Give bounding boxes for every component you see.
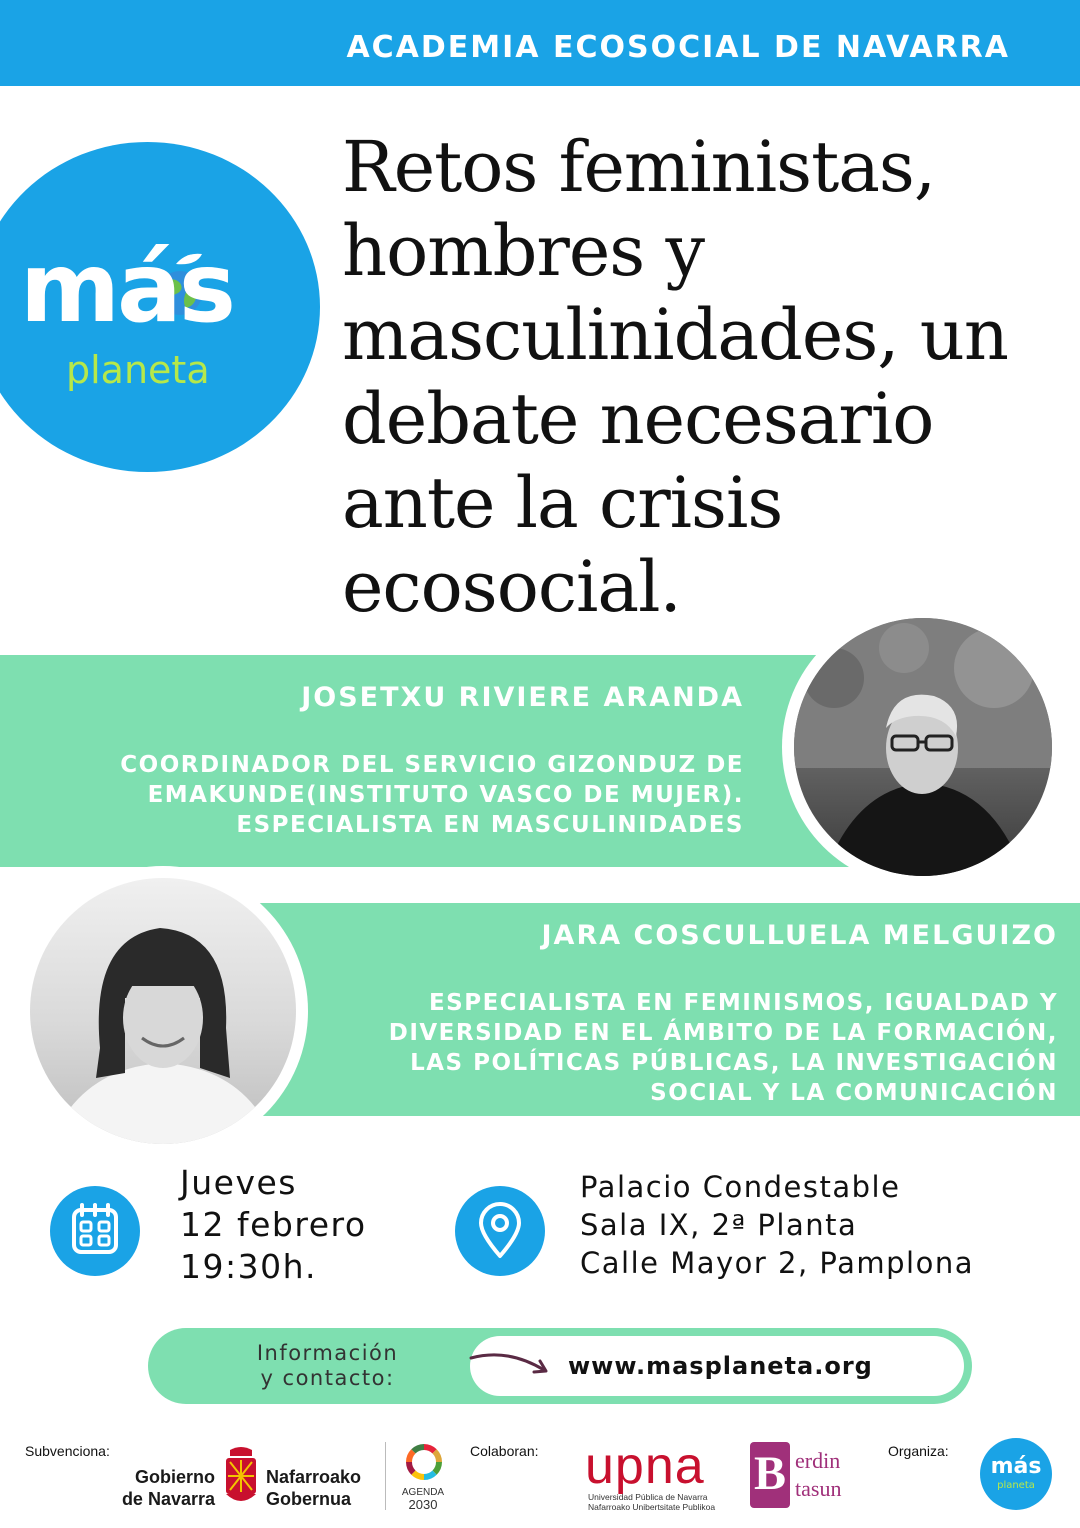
location-glyph	[455, 1186, 545, 1276]
navarra-shield-icon	[222, 1446, 260, 1508]
berdin-line: tasun	[795, 1476, 842, 1501]
speaker-1-photo	[782, 606, 1064, 888]
nafarroako-gobernua-text	[266, 1466, 361, 1510]
location-line: Sala IX, 2ª Planta	[580, 1208, 858, 1242]
header-title: ACADEMIA ECOSOCIAL DE NAVARRA	[346, 30, 1010, 65]
subvenciona-label: Subvenciona:	[25, 1443, 110, 1459]
speaker-2-portrait	[30, 878, 296, 1144]
gobierno-line: de Navarra	[121, 1489, 215, 1509]
contact-label-line: y contacto:	[260, 1366, 395, 1390]
colaboran-label: Colaboran:	[470, 1443, 539, 1459]
website-link[interactable]: www.masplaneta.org	[568, 1352, 873, 1380]
location-pin-icon	[455, 1186, 545, 1276]
speaker-2-role-line: SOCIAL Y LA COMUNICACIÓN	[650, 1080, 1058, 1106]
berdin-line: erdin	[795, 1448, 841, 1473]
organiza-label: Organiza:	[888, 1443, 949, 1459]
upna-logo-word: upna	[585, 1437, 705, 1495]
contact-label-line: Información	[256, 1341, 399, 1365]
speaker-1-role-line: COORDINADOR DEL SERVICIO GIZONDUZ DE	[120, 752, 744, 778]
mini-logo-brand-word: más	[990, 1454, 1042, 1479]
calendar-glyph	[50, 1186, 140, 1276]
footer-divider	[385, 1442, 386, 1510]
curved-arrow-icon	[468, 1350, 552, 1380]
event-location	[580, 1168, 974, 1282]
logo-brand-word: más	[20, 232, 233, 344]
contact-label	[230, 1341, 425, 1391]
event-day: Jueves	[180, 1163, 297, 1202]
speaker-2-name: JARA COSCULLUELA MELGUIZO	[541, 920, 1058, 951]
speaker-1-portrait	[794, 618, 1052, 876]
upna-sub-line: Nafarroako Unibertsitate Publikoa	[588, 1502, 716, 1512]
mini-logo-brand-sub: planeta	[997, 1480, 1035, 1491]
gobierno-line: Gobierno	[135, 1467, 215, 1487]
gobierno-navarra-text	[95, 1466, 215, 1510]
location-line: Calle Mayor 2, Pamplona	[580, 1246, 974, 1280]
speaker-2-photo	[18, 866, 308, 1156]
speaker-2-role-line: LAS POLÍTICAS PÚBLICAS, LA INVESTIGACIÓN	[410, 1050, 1058, 1076]
location-line: Palacio Condestable	[580, 1170, 901, 1204]
speaker-2-role-line: DIVERSIDAD EN EL ÁMBITO DE LA FORMACIÓN,	[388, 1020, 1058, 1046]
upna-sub-line: Universidad Pública de Navarra	[588, 1492, 708, 1502]
event-date	[180, 1162, 367, 1288]
speaker-1-role-line: EMAKUNDE(INSTITUTO VASCO DE MUJER).	[147, 782, 744, 808]
gobernua-line: Gobernua	[266, 1489, 352, 1509]
speaker-2-role	[298, 988, 1058, 1108]
speaker-1-role-line: ESPECIALISTA EN MASCULINIDADES	[236, 812, 744, 838]
agenda-line: AGENDA	[401, 1487, 445, 1498]
speaker-1-role	[24, 750, 744, 840]
berdintasun-logo-text	[795, 1447, 841, 1503]
berdintasun-logo-mark: B	[750, 1442, 790, 1508]
agenda-line: 2030	[408, 1497, 438, 1512]
upna-subtitle	[588, 1492, 715, 1512]
calendar-icon	[50, 1186, 140, 1276]
speaker-1-name: JOSETXU RIVIERE ARANDA	[301, 682, 744, 713]
event-title: Retos feministas, hombres y masculinidades, un debate necesario ante la crisis ecosocial.	[342, 126, 1008, 628]
event-time: 19:30h.	[180, 1247, 318, 1286]
event-date-text: 12 febrero	[180, 1205, 367, 1244]
speaker-2-role-line: ESPECIALISTA EN FEMINISMOS, IGUALDAD Y	[428, 990, 1058, 1016]
agenda-2030-text	[392, 1487, 454, 1512]
logo-brand-sub: planeta	[66, 348, 210, 392]
gobernua-line: Nafarroako	[266, 1467, 362, 1487]
